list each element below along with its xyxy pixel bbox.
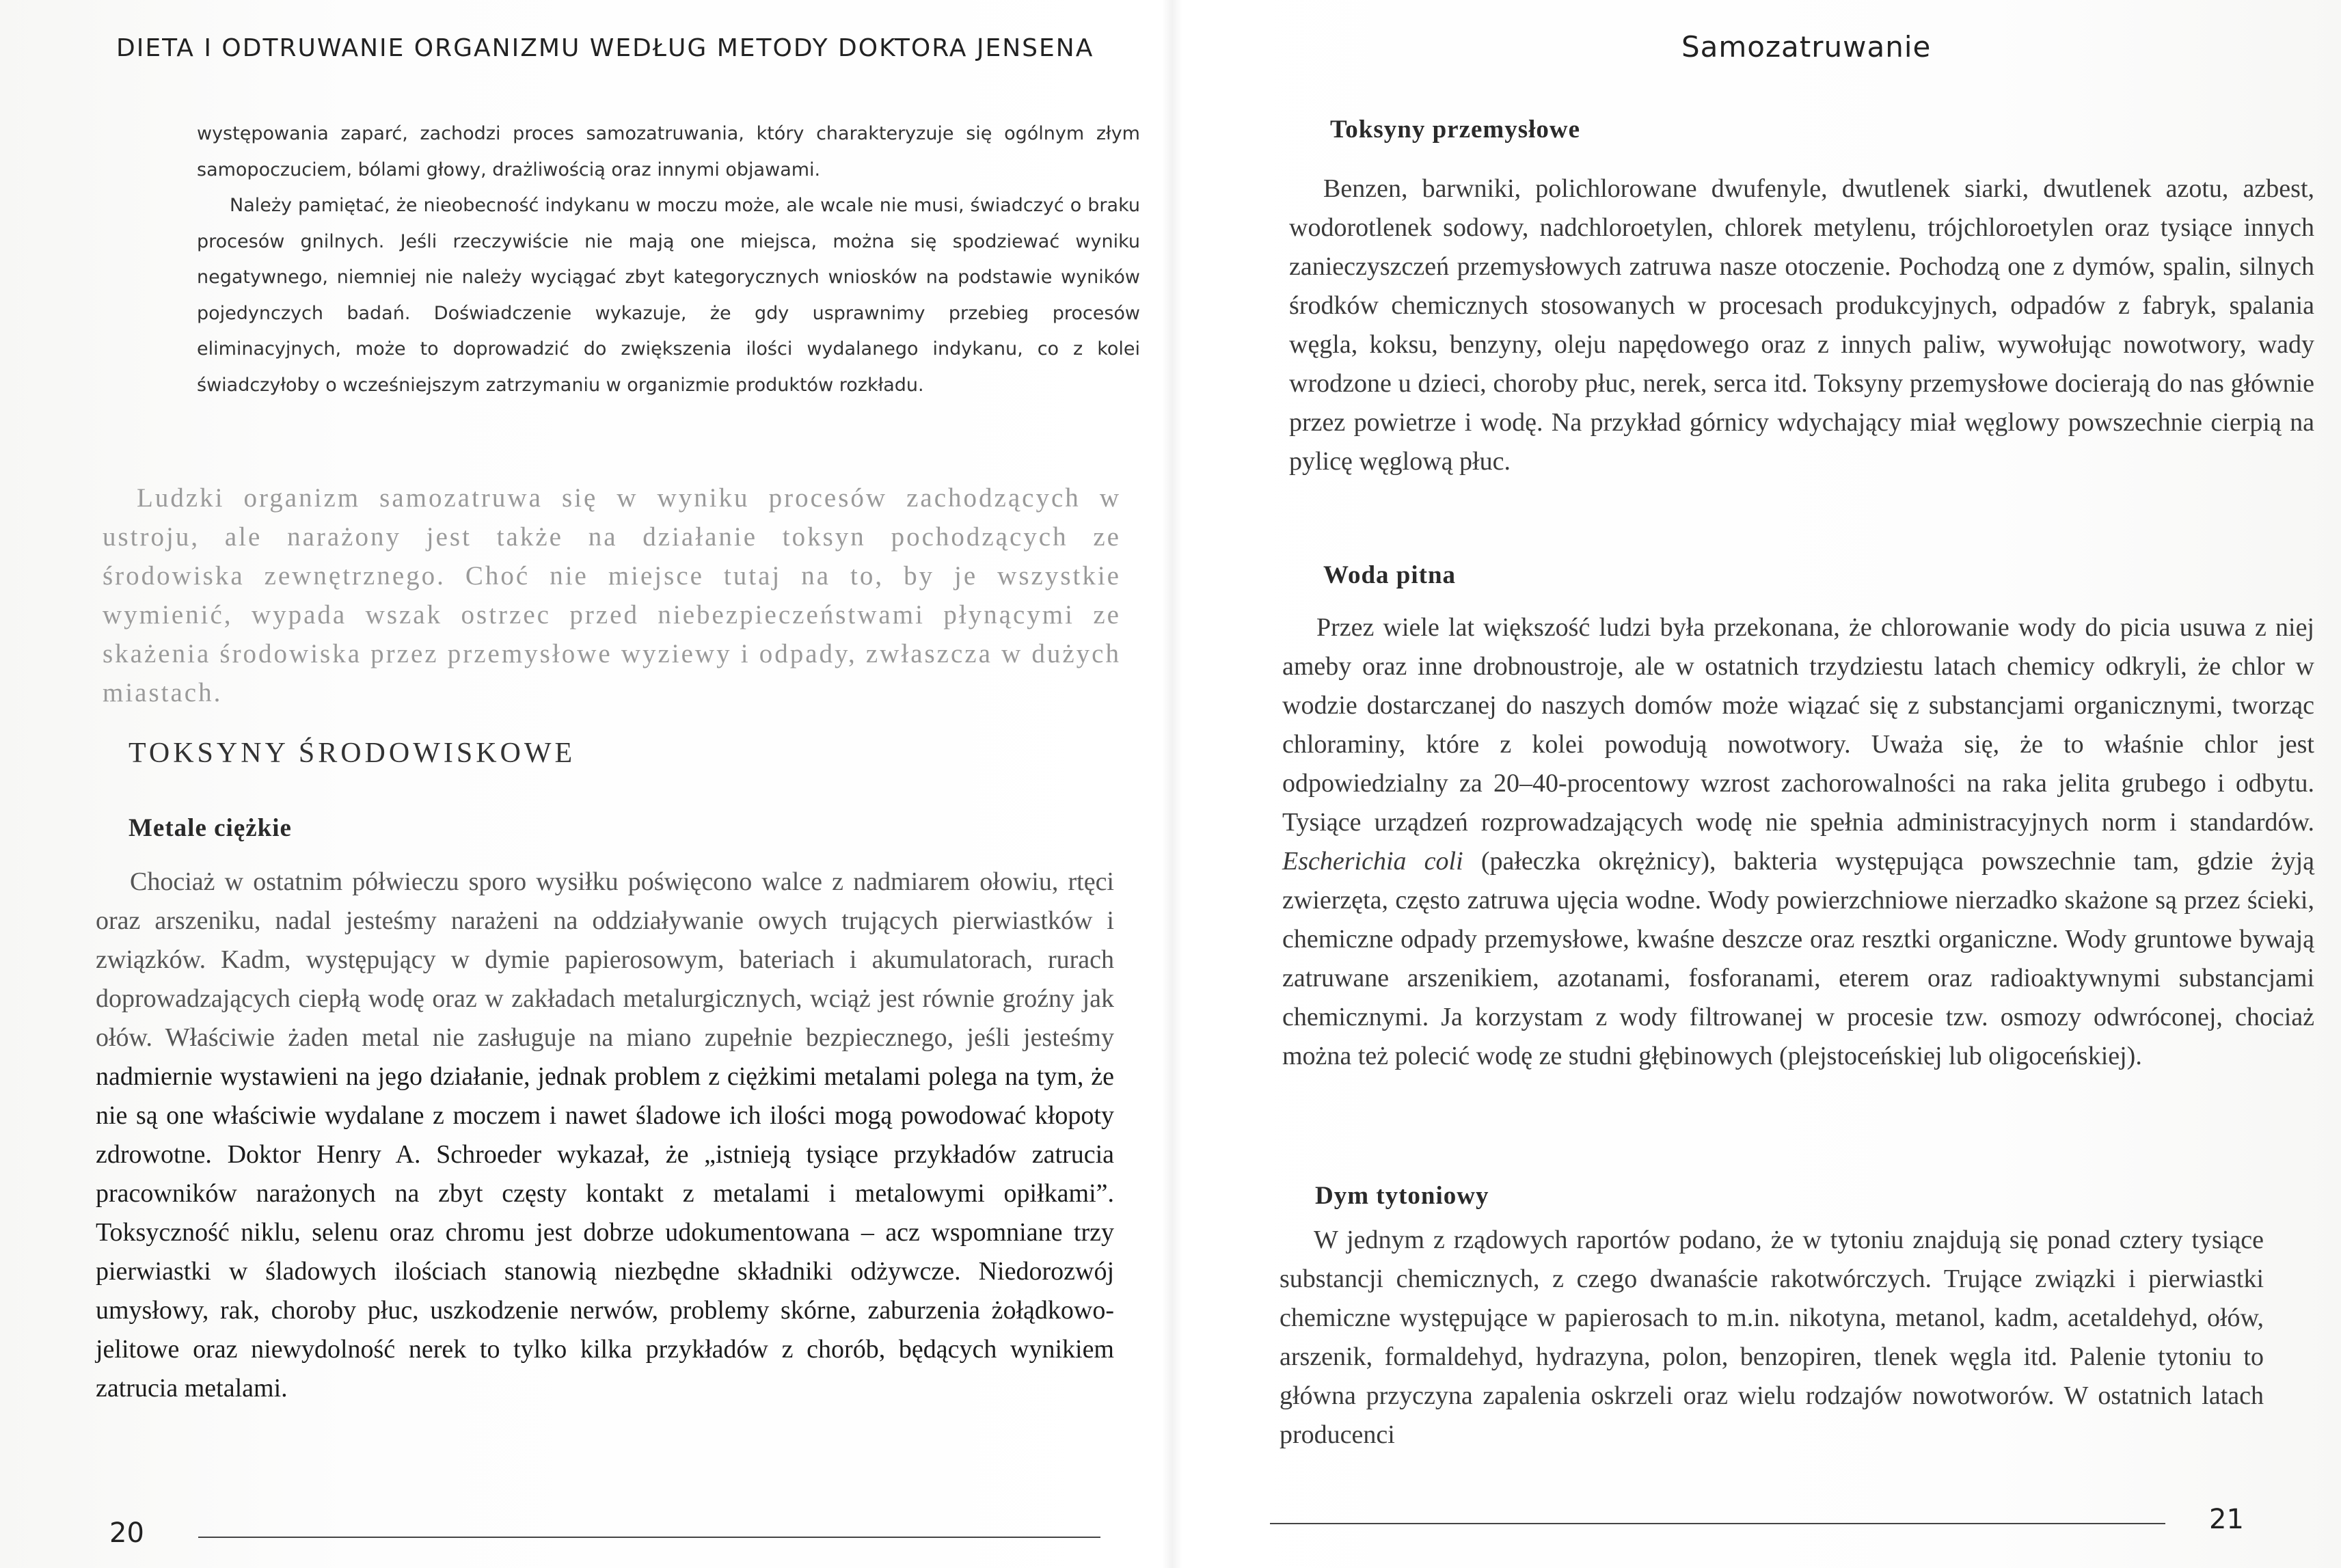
- woda-text-2: (pałeczka okrężnicy), bakteria występująca powszechnie tam, gdzie żyją zwierzęta, często zatruwa ujęcia wodne. Wody powierzchniowe nierzadko skażone są przez ścieki, chemiczne odpady przemysłowe, kwaśne deszcze oraz resztki organiczne. Wody gruntowe bywają zatruwane arszenikiem, azotanami, fosforanami, eterem oraz radioaktywnymi substancjami chemicznymi. Ja korzystam z wody filtrowanej w procesie tzw. osmozy odwróconej, chociaż można też polecić wodę ze studni głębinowych (plejstoceńskiej lub oligoceńskiej).: [1282, 847, 2314, 1070]
- woda-italic: Escherichia coli: [1282, 847, 1463, 876]
- metale-paragraph: [96, 863, 1114, 1408]
- right-running-head: Samozatruwanie: [1681, 30, 1932, 64]
- dym-paragraph: W jednym z rządowych raportów podano, że w tytoniu znajdują się ponad cztery tysiące substancji chemicznych, z czego dwanaście rakotwórczych. Trujące związki i pierwiastki chemiczne występujące w papierosach to m.in. nikotyna, metanol, kadm, acetaldehyd, ołów, arszenik, formaldehyd, hydrazyna, polon, benzopiren, tlenek węgla itd. Palenie tytoniu to główna przyczyna zapalenia oskrzeli oraz wielu rodzajów nowotworów. W ostatnich latach producenci: [1280, 1226, 2264, 1449]
- toksyny-heading: Toksyny przemysłowe: [1330, 116, 1581, 144]
- woda-paragraph: [1282, 608, 2314, 1076]
- page-number-left: 20: [109, 1517, 144, 1549]
- left-running-head: DIETA I ODTRUWANIE ORGANIZMU WEDŁUG METODY DOKTORA JENSENA: [116, 34, 1094, 62]
- metale-text-light: Chociaż w ostatnim półwieczu sporo wysiłku poświęcono walce z nadmiarem ołowiu, rtęci oraz arszeniku, nadal jesteśmy narażeni na oddziaływanie owych trujących pierwiastków i związków. Kadm, występujący w dymie papierosowym, bateriach i akumulatorach, rurach doprowadzających ciepłą wodę oraz w zakładach metalurgicznych, wciąż jest równie groźny jak ołów. Właściwie żaden metal nie zasługuje na miano zupełnie bezpiecznego, jeśli jesteśmy: [96, 867, 1114, 1052]
- metale-heading: Metale ciężkie: [128, 814, 292, 842]
- sans-text-block: [197, 116, 1140, 403]
- footer-rule-right: [1270, 1523, 2165, 1524]
- page-number-right: 21: [2209, 1504, 2244, 1535]
- dym-heading: Dym tytoniowy: [1315, 1182, 1489, 1210]
- woda-text-1: Przez wiele lat większość ludzi była przekonana, że chlorowanie wody do picia usuwa z niej ameby oraz inne drobnoustroje, ale w ostatnich trzydziestu latach chemicy odkryli, że chlor w wodzie dostarczanej do naszych domów może wiązać się z substancjami organicznymi, tworząc chloraminy, które z kolei powodują nowotwory. Uważa się, że to właśnie chlor jest odpowiedzialny za 20–40-procentowy wzrost zachorowalności na raka jelita grubego i odbytu. Tysiące urządzeń rozprowadzających wodę nie spełnia administracyjnych norm i standardów.: [1282, 613, 2314, 837]
- book-gutter: [1162, 0, 1182, 1568]
- sans-paragraph-2: Należy pamiętać, że nieobecność indykanu w moczu może, ale wcale nie musi, świadczyć o braku procesów gnilnych. Jeśli rzeczywiście nie mają one miejsca, można się spodziewać wyniku negatywnego, niemniej nie należy wyciągać zbyt kategorycznych wniosków na podstawie wyników pojedynczych badań. Doświadczenie wykazuje, że gdy usprawnimy przebieg procesów eliminacyjnych, może to doprowadzić do zwiększenia ilości wydalanego indykanu, co z kolei świadczyłoby o wcześniejszym zatrzymaniu w organizmie produktów rozkładu.: [197, 195, 1140, 396]
- intro-paragraph: Ludzki organizm samozatruwa się w wyniku procesów zachodzących w ustroju, ale narażony jest także na działanie toksyn pochodzących ze środowiska zewnętrznego. Choć nie miejsce tutaj na to, by je wszystkie wymienić, wypada wszak ostrzec przed niebezpieczeństwami płynącymi ze skażenia środowiska przez przemysłowe wyziewy i odpady, zwłaszcza w dużych miastach.: [103, 483, 1121, 707]
- sans-paragraph-1: występowania zaparć, zachodzi proces samozatruwania, który charakteryzuje się ogólnym złym samopoczuciem, bólami głowy, drażliwością oraz innymi objawami.: [197, 123, 1140, 180]
- woda-heading: Woda pitna: [1323, 561, 1457, 589]
- section-heading: TOKSYNY ŚRODOWISKOWE: [128, 738, 576, 769]
- footer-rule-left: [198, 1537, 1100, 1538]
- toksyny-paragraph: Benzen, barwniki, polichlorowane dwufenyle, dwutlenek siarki, dwutlenek azotu, azbest, wodorotlenek sodowy, nadchloroetylen, chlorek metylenu, trójchloroetylen oraz tysiące innych zanieczyszczeń przemysłowych zatruwa nasze otoczenie. Pochodzą one z dymów, spalin, silnych środków chemicznych stosowanych w procesach produkcyjnych, odpadów z fabryk, spalania węgla, koksu, benzyny, oleju napędowego oraz z innych paliw, wywołując nowotwory, wady wrodzone u dzieci, choroby płuc, nerek, serca itd. Toksyny przemysłowe docierają do nas głównie przez powietrze i wodę. Na przykład górnicy wdychający miał węglowy powszechnie cierpią na pylicę węglową płuc.: [1289, 174, 2314, 476]
- metale-text-dark: nadmiernie wystawieni na jego działanie, jednak problem z ciężkimi metalami polega na tym, że nie są one właściwie wydalane z moczem i nawet śladowe ich ilości mogą powodować kłopoty zdrowotne. Doktor Henry A. Schroeder wykazał, że „istnieją tysiące przykładów zatrucia pracowników narażonych na zbyt częsty kontakt z metalami i metalowymi opiłkami”. Toksyczność niklu, selenu oraz chromu jest dobrze udokumentowana – acz wspomniane trzy pierwiastki w śladowych ilościach stanowią niezbędne składniki odżywcze. Niedorozwój umysłowy, rak, choroby płuc, uszkodzenie nerwów, problemy skórne, zaburzenia żołądkowo-jelitowe oraz niewydolność nerek to tylko kilka przykładów z chorób, będących wynikiem zatrucia metalami.: [96, 1062, 1114, 1403]
